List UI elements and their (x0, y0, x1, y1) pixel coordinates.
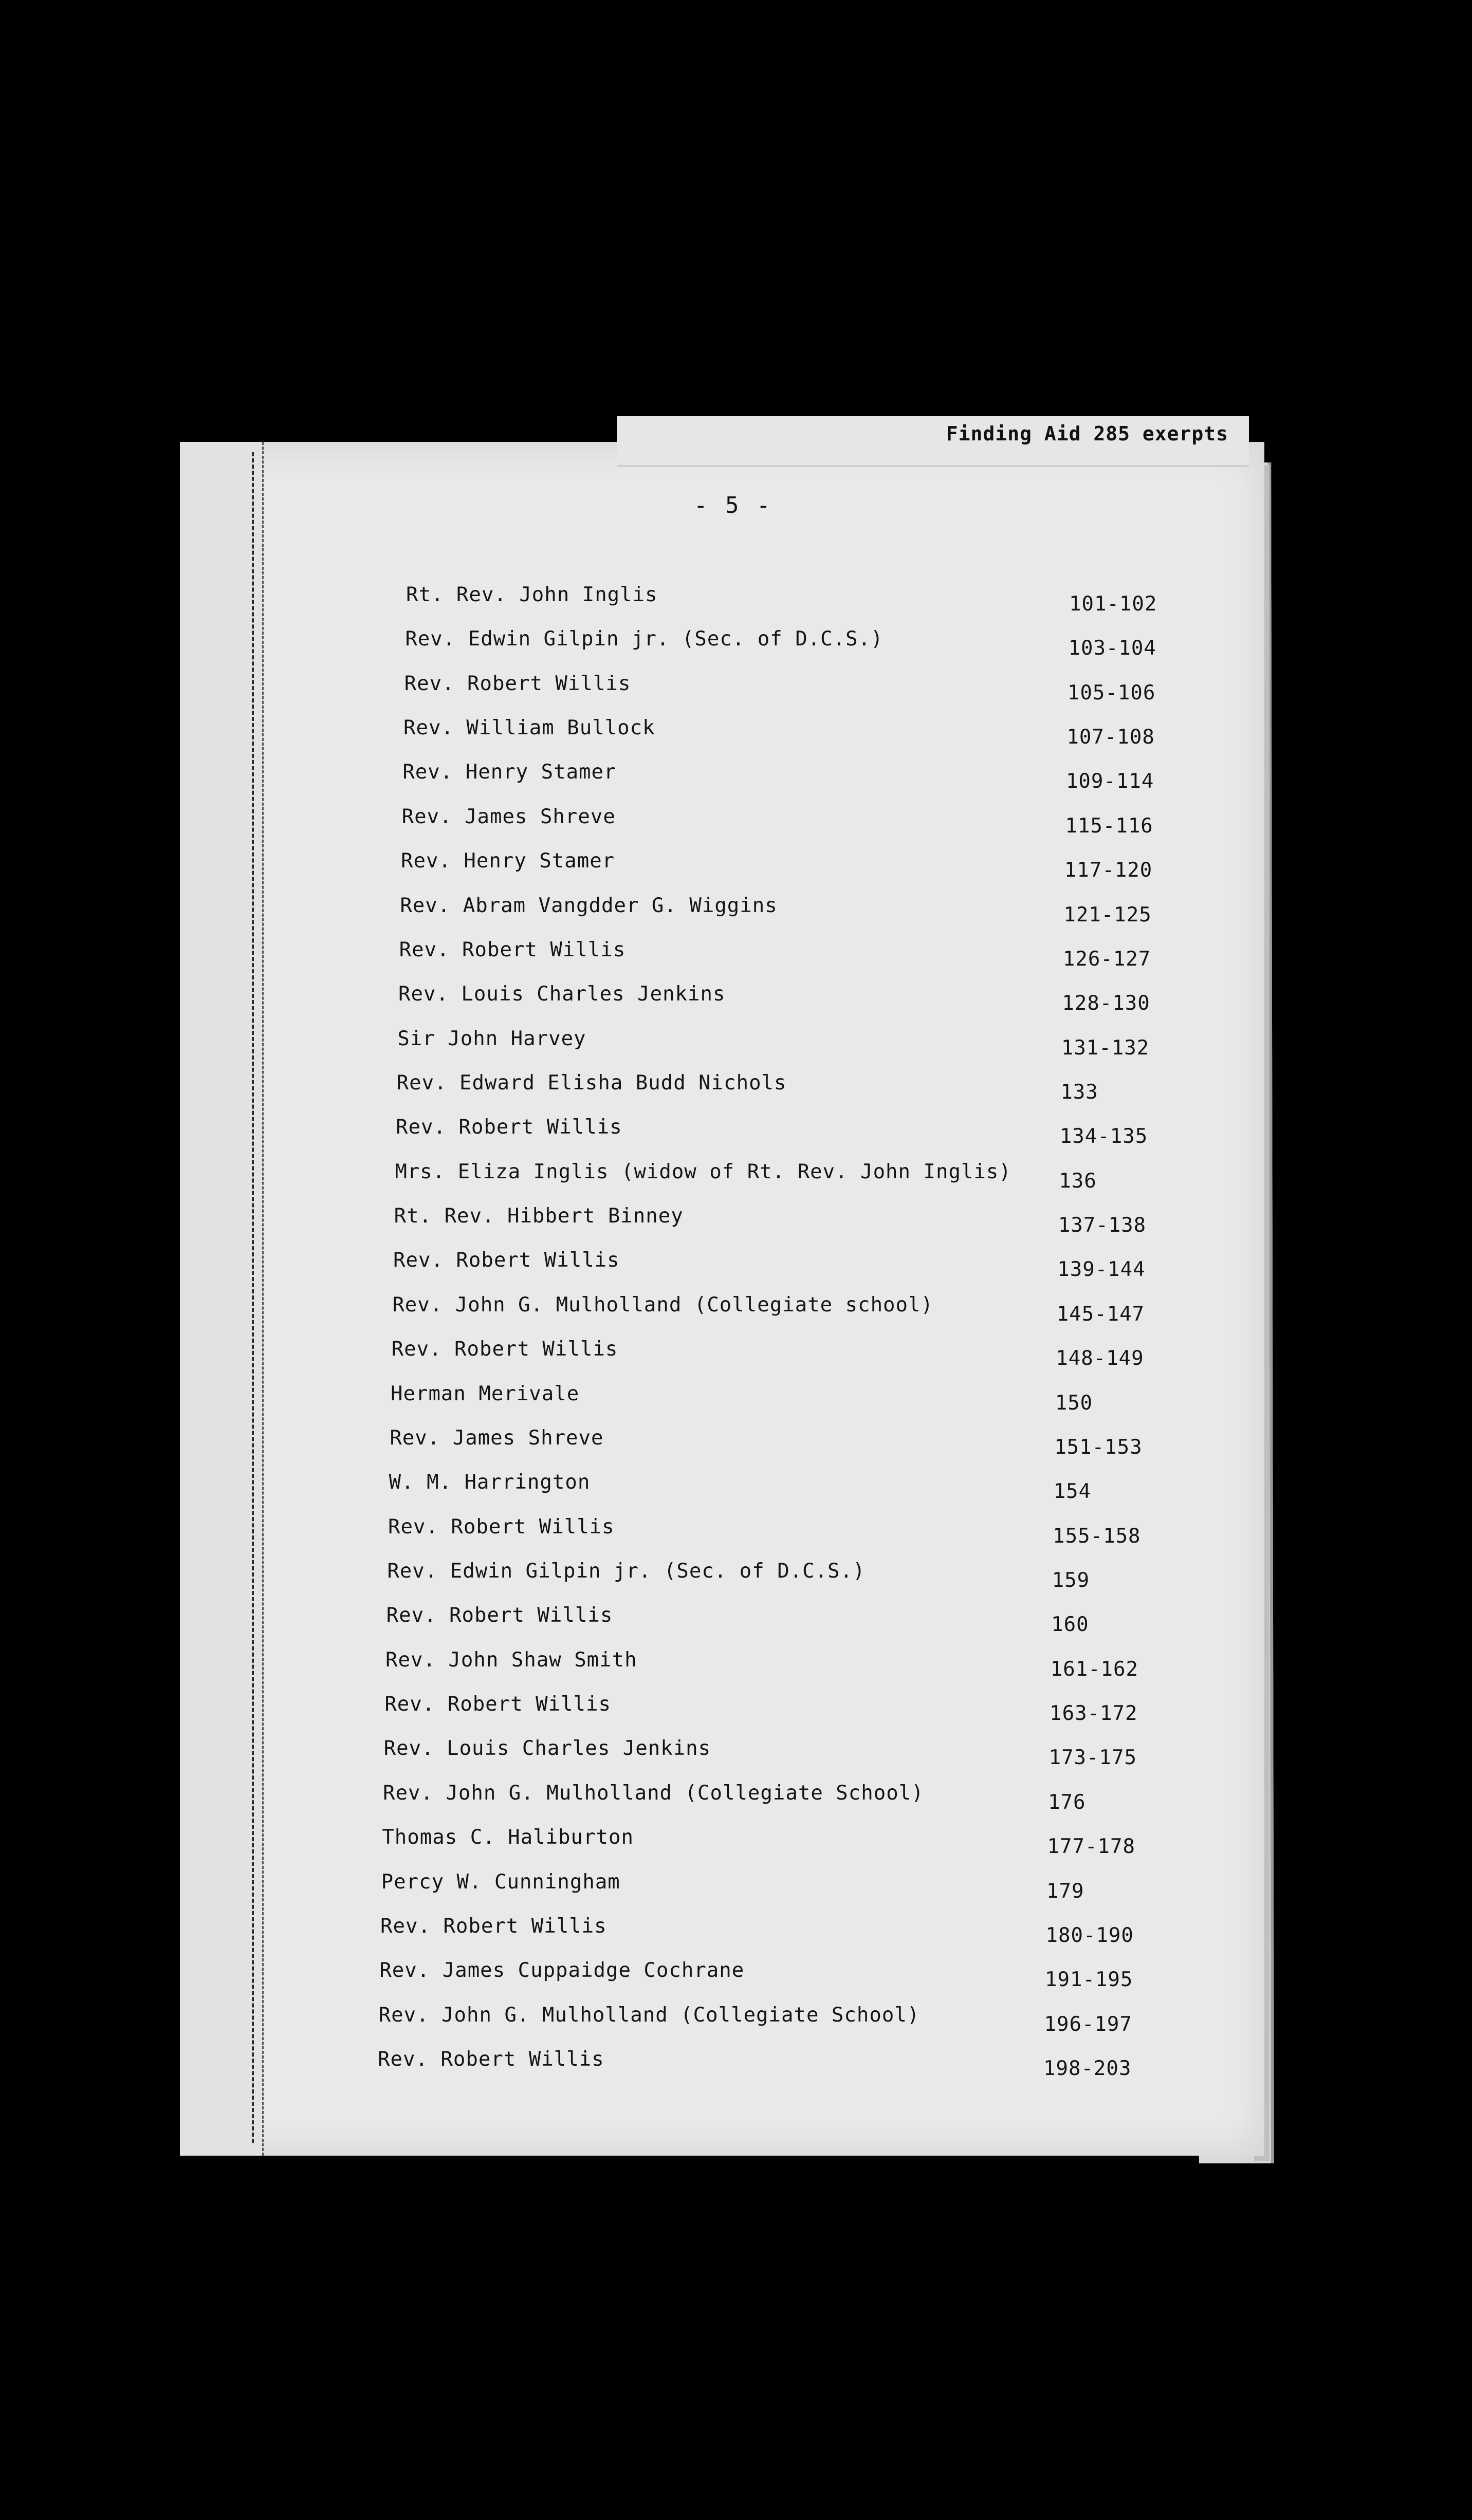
entry-name: Percy W. Cunningham (381, 1870, 620, 1894)
entry-range: 173-175 (1048, 1746, 1137, 1770)
entry-name: Rev. Henry Stamer (401, 849, 615, 873)
page-number: - 5 - (694, 492, 772, 518)
entry-name: Rev. James Cuppaidge Cochrane (379, 1959, 745, 1982)
entry-name: Rev. John G. Mulholland (Collegiate School) (383, 1781, 924, 1805)
entry-name: Rev. Robert Willis (396, 1116, 622, 1139)
entry-name: Sir John Harvey (397, 1027, 586, 1050)
binder-strip (180, 442, 264, 2156)
entry-range: 109-114 (1065, 770, 1154, 793)
entry-range: 131-132 (1061, 1036, 1150, 1060)
entry-name: Thomas C. Haliburton (382, 1826, 634, 1849)
finding-aid-label-strip (617, 416, 1249, 467)
entry-range: 101-102 (1069, 592, 1157, 616)
entry-range: 163-172 (1050, 1702, 1138, 1726)
entry-name: Rev. Abram Vangdder G. Wiggins (400, 894, 778, 917)
entry-range: 137-138 (1058, 1214, 1147, 1237)
entry-name: Rev. Robert Willis (393, 1249, 620, 1272)
entry-name: Rev. Edwin Gilpin jr. (Sec. of D.C.S.) (387, 1560, 866, 1583)
entry-range: 134-135 (1059, 1125, 1148, 1148)
entry-range: 148-149 (1056, 1347, 1144, 1370)
entry-range: 191-195 (1045, 1968, 1133, 1992)
entry-range: 121-125 (1063, 903, 1152, 927)
entry-name: Rev. James Shreve (401, 805, 616, 828)
entry-range: 177-178 (1047, 1835, 1135, 1859)
entry-range: 159 (1052, 1569, 1090, 1592)
entry-range: 179 (1046, 1879, 1084, 1903)
entry-name: Herman Merivale (391, 1382, 580, 1405)
entry-range: 180-190 (1045, 1923, 1134, 1947)
entry-range: 107-108 (1066, 726, 1155, 749)
entry-range: 133 (1060, 1081, 1098, 1104)
entry-range: 198-203 (1043, 2057, 1132, 2080)
entry-name: Rev. John G. Mulholland (Collegiate school) (392, 1293, 933, 1317)
entry-name: Rev. Robert Willis (404, 672, 631, 695)
entry-range: 139-144 (1057, 1258, 1146, 1282)
entry-name: Rev. Louis Charles Jenkins (383, 1737, 711, 1761)
entry-name: Rev. Robert Willis (380, 1914, 607, 1938)
entry-range: 117-120 (1064, 859, 1153, 882)
entry-range: 145-147 (1056, 1302, 1145, 1326)
entry-range: 155-158 (1053, 1524, 1141, 1548)
entry-range: 151-153 (1054, 1435, 1143, 1459)
entry-name: Rev. Robert Willis (378, 2048, 604, 2071)
finding-aid-label: Finding Aid 285 exerpts (946, 422, 1228, 445)
entry-range: 154 (1053, 1480, 1092, 1504)
entry-name: Rev. Robert Willis (388, 1515, 615, 1539)
entry-range: 161-162 (1050, 1657, 1138, 1681)
entry-name: Rev. Robert Willis (384, 1693, 611, 1716)
entry-name: Mrs. Eliza Inglis (widow of Rt. Rev. John Inglis) (395, 1160, 1011, 1183)
entry-range: 105-106 (1067, 681, 1156, 705)
entry-name: W. M. Harrington (389, 1471, 591, 1494)
entry-range: 176 (1048, 1790, 1086, 1814)
entry-name: Rt. Rev. Hibbert Binney (394, 1205, 684, 1228)
entry-name: Rev. William Bullock (403, 716, 655, 740)
binder-fold-line (252, 452, 258, 2143)
entry-name: Rev. John Shaw Smith (385, 1648, 637, 1672)
entry-name: Rev. Robert Willis (399, 938, 626, 961)
entry-name: Rev. James Shreve (390, 1426, 604, 1450)
entry-range: 136 (1059, 1169, 1097, 1193)
entry-name: Rev. Henry Stamer (402, 761, 617, 784)
entry-range: 115-116 (1065, 814, 1153, 838)
entry-name: Rev. Louis Charles Jenkins (398, 983, 726, 1006)
entry-name: Rev. Robert Willis (391, 1338, 618, 1361)
entry-range: 103-104 (1068, 637, 1156, 660)
entry-name: Rev. Edward Elisha Budd Nichols (396, 1071, 787, 1095)
entry-range: 150 (1055, 1391, 1093, 1415)
entry-name: Rt. Rev. John Inglis (406, 583, 658, 606)
entry-name: Rev. Edwin Gilpin jr. (Sec. of D.C.S.) (405, 627, 884, 651)
entry-range: 126-127 (1062, 947, 1151, 971)
entry-name: Rev. John G. Mulholland (Collegiate School) (378, 2003, 920, 2027)
entry-range: 128-130 (1062, 992, 1150, 1015)
entry-name: Rev. Robert Willis (386, 1604, 613, 1627)
entry-range: 160 (1051, 1613, 1089, 1637)
entry-range: 196-197 (1044, 2012, 1132, 2036)
